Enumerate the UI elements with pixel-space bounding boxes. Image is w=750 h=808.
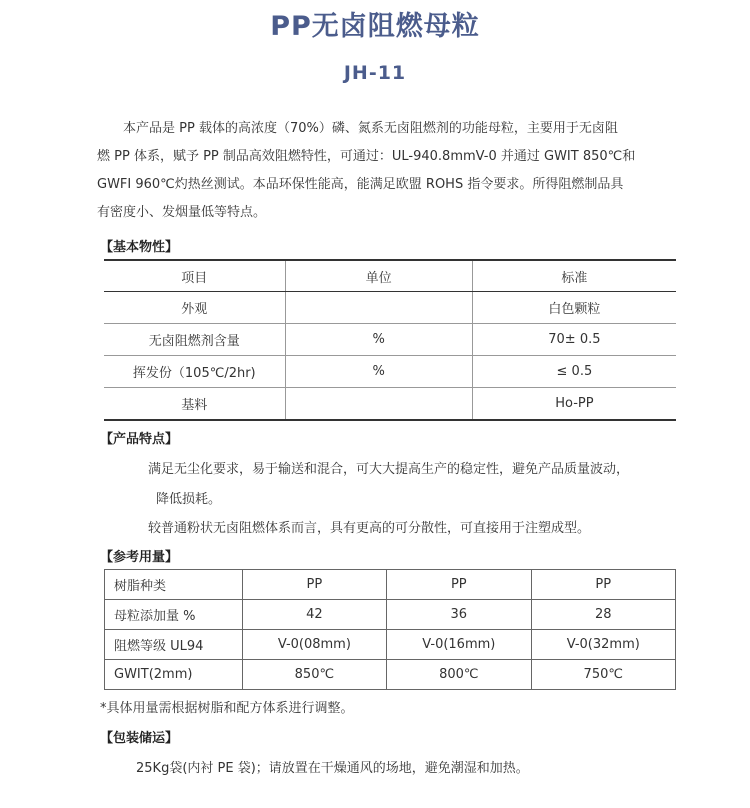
table-cell: 42 [242, 600, 386, 630]
table-cell: V-0(16mm) [387, 630, 531, 660]
table-cell: GWIT(2mm) [105, 660, 243, 690]
table-cell: 750℃ [531, 660, 675, 690]
table-cell: PP [387, 570, 531, 600]
intro-line: GWFI 960℃灼热丝测试。本品环保性能高，能满足欧盟 ROHS 指令要求。所得阻燃制品具 [97, 177, 624, 192]
table-cell: V-0(32mm) [531, 630, 675, 660]
dosage-table [104, 569, 676, 690]
table-cell [285, 292, 472, 324]
dosage-note: *具体用量需根据树脂和配方体系进行调整。 [100, 701, 354, 716]
table-cell: 28 [531, 600, 675, 630]
section-packaging: 【包装储运】 [100, 731, 179, 746]
table-cell: 外观 [104, 292, 285, 324]
table-cell: 800℃ [387, 660, 531, 690]
table-cell: 850℃ [242, 660, 386, 690]
packaging-text: 25Kg袋(内衬 PE 袋)；请放置在干燥通风的场地，避免潮湿和加热。 [136, 761, 529, 776]
table-cell: V-0(08mm) [242, 630, 386, 660]
table-row [105, 570, 676, 600]
table-cell: 基料 [104, 388, 285, 421]
table-row [105, 660, 676, 690]
table-header-row [104, 260, 676, 292]
table-row [104, 324, 676, 356]
table-cell: 70± 0.5 [472, 324, 676, 356]
table-cell: Ho-PP [472, 388, 676, 421]
table-cell: 树脂种类 [105, 570, 243, 600]
table-row [105, 630, 676, 660]
table-cell: ≤ 0.5 [472, 356, 676, 388]
header-cell: 标准 [472, 260, 676, 292]
table-cell [285, 388, 472, 421]
table-cell: % [285, 324, 472, 356]
table-cell: 挥发份（105℃/2hr) [104, 356, 285, 388]
page-title: PP无卤阻燃母粒 [270, 11, 480, 42]
section-reference-dosage: 【参考用量】 [100, 550, 179, 565]
table-row [104, 292, 676, 324]
table-cell: 36 [387, 600, 531, 630]
intro-line: 燃 PP 体系，赋予 PP 制品高效阻燃特性，可通过：UL-940.8mmV-0 并通过 GWIT 850℃和 [97, 149, 636, 164]
intro-paragraph [97, 115, 637, 227]
feature-line: 较普通粉状无卤阻燃体系而言，具有更高的可分散性，可直接用于注塑成型。 [148, 521, 591, 536]
table-row [104, 356, 676, 388]
table-cell: PP [242, 570, 386, 600]
table-cell: 阻燃等级 UL94 [105, 630, 243, 660]
table-cell: % [285, 356, 472, 388]
table-row [104, 388, 676, 421]
table-cell: PP [531, 570, 675, 600]
model-number: JH-11 [343, 62, 407, 84]
feature-line: 满足无尘化要求，易于输送和混合，可大大提高生产的稳定性，避免产品质量波动， [148, 462, 630, 477]
intro-line: 本产品是 PP 载体的高浓度（70%）磷、氮系无卤阻燃剂的功能母粒，主要用于无卤阻 [123, 121, 618, 136]
basic-properties-table [104, 259, 676, 421]
table-cell: 母粒添加量 % [105, 600, 243, 630]
section-product-features: 【产品特点】 [100, 432, 179, 447]
table-cell: 无卤阻燃剂含量 [104, 324, 285, 356]
table-cell: 白色颗粒 [472, 292, 676, 324]
section-basic-properties: 【基本物性】 [100, 240, 179, 255]
header-cell: 单位 [285, 260, 472, 292]
feature-line: 降低损耗。 [156, 492, 222, 507]
table-row [105, 600, 676, 630]
header-cell: 项目 [104, 260, 285, 292]
intro-line: 有密度小、发烟量低等特点。 [97, 205, 267, 220]
